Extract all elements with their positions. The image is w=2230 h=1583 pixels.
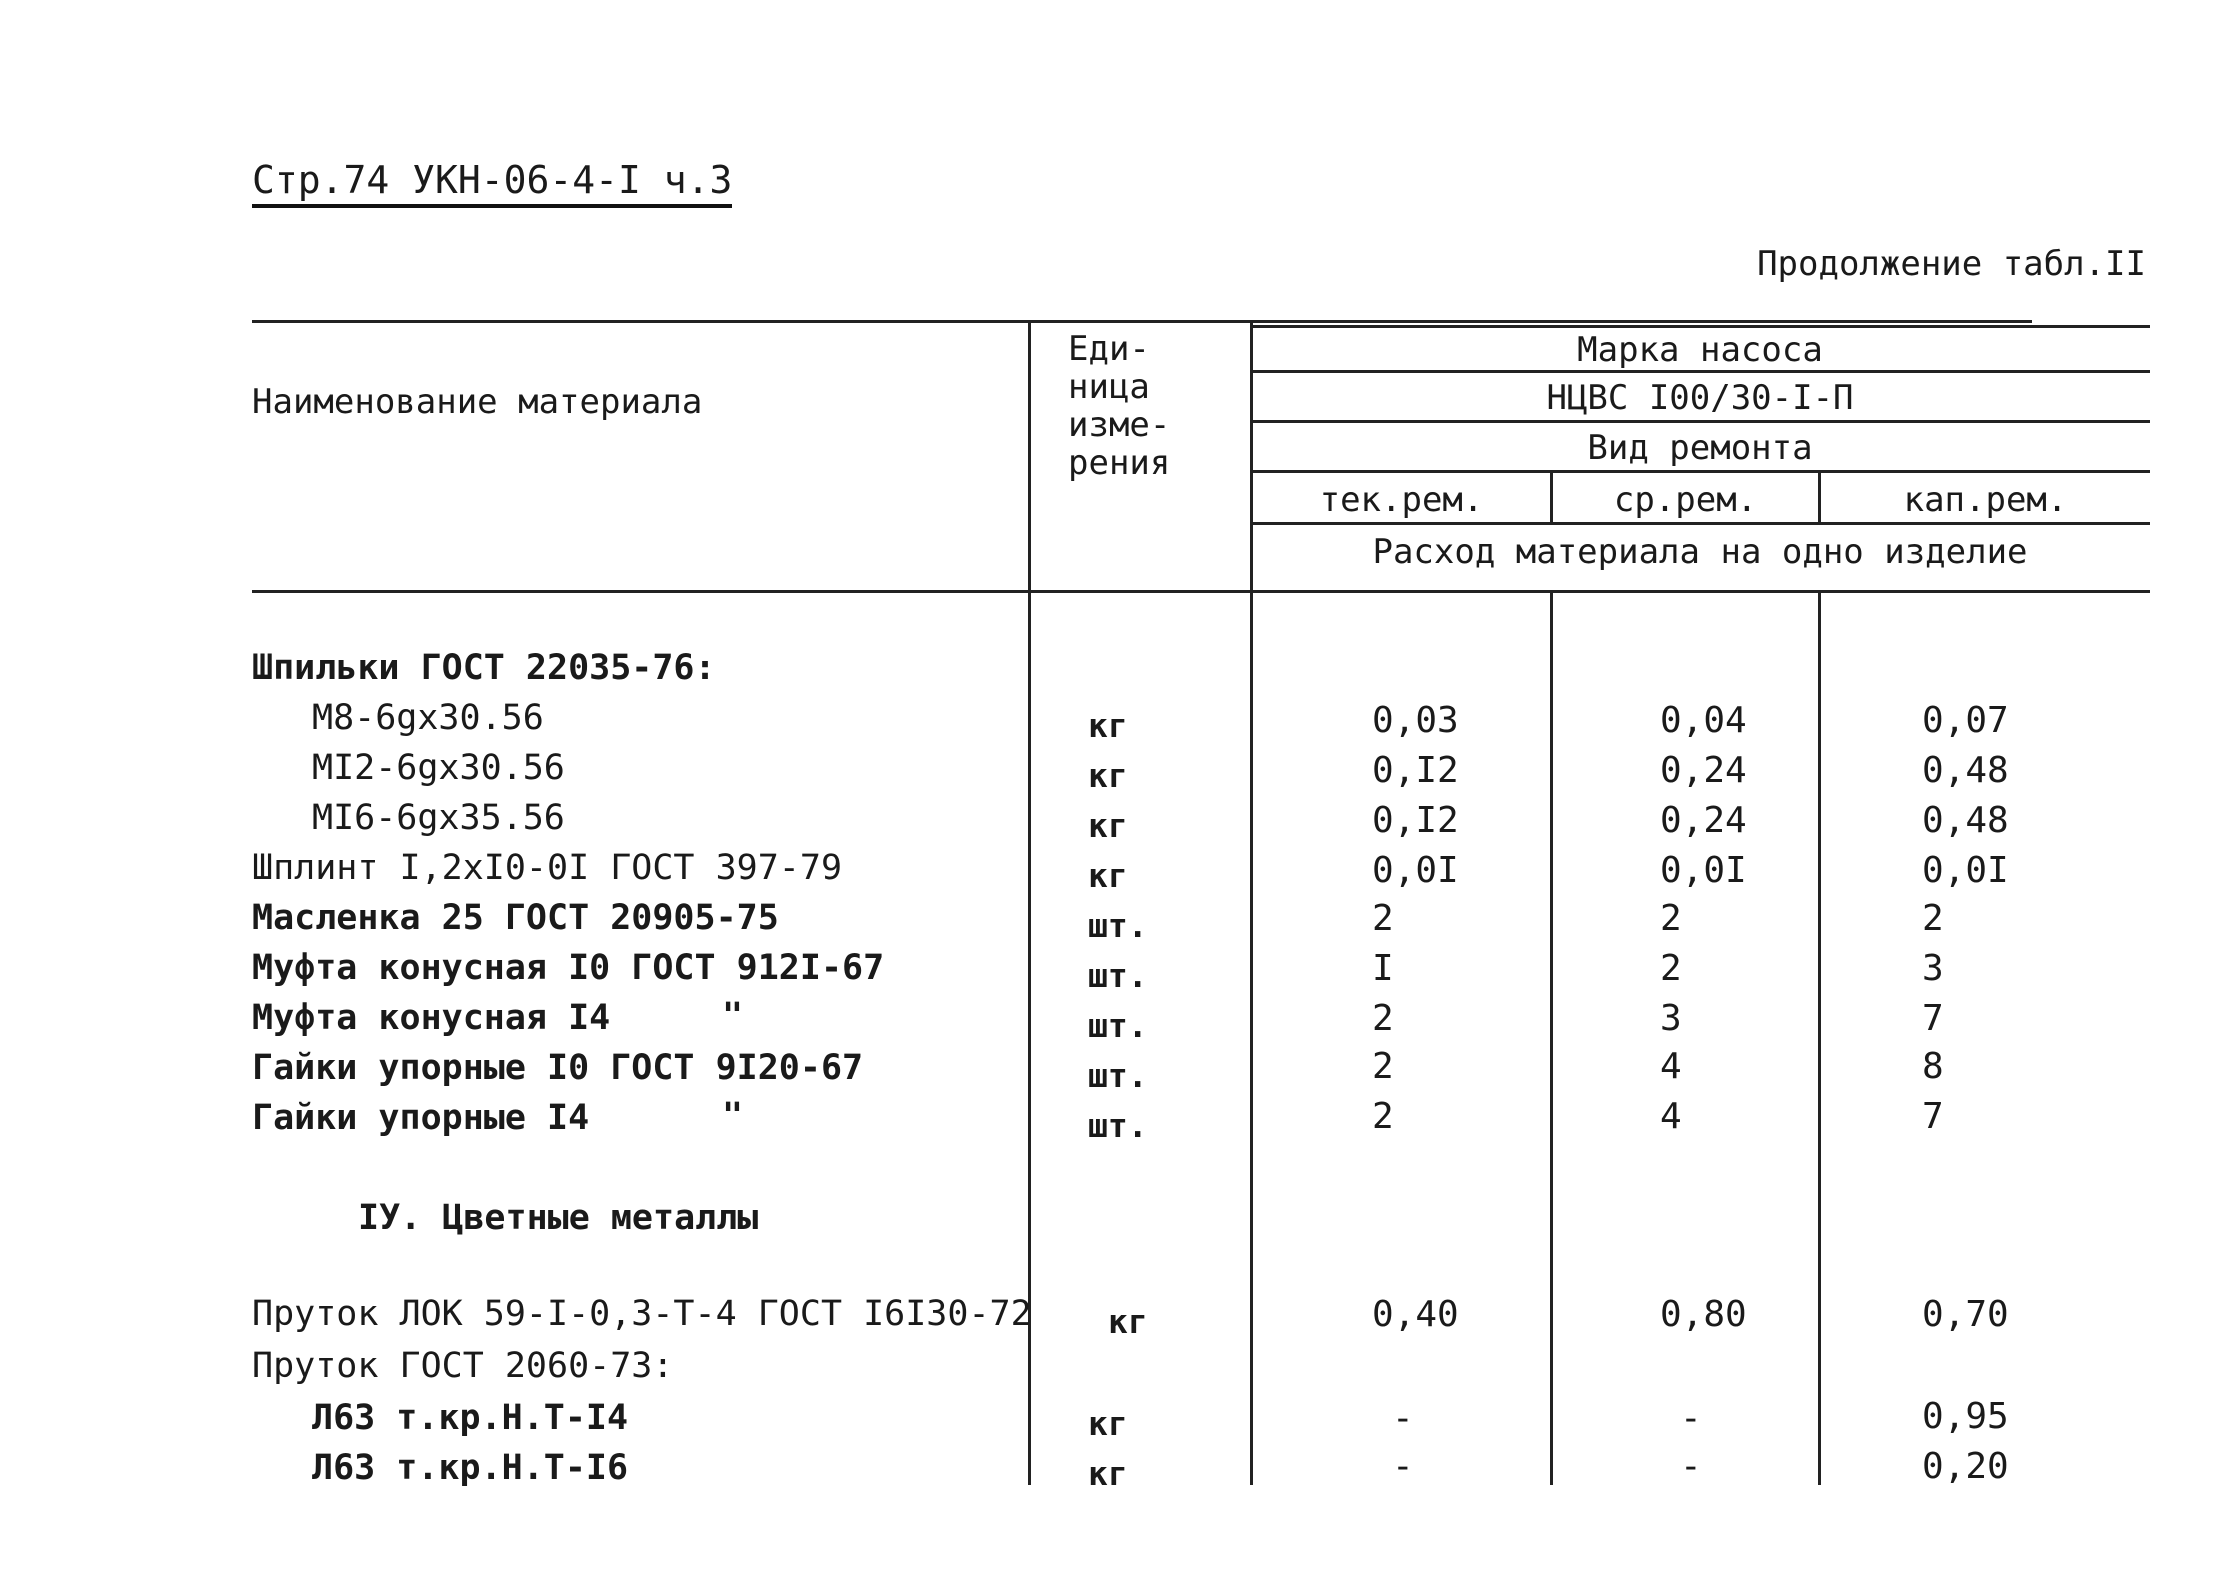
row-stud-m8-kap: 0,07 <box>1922 700 2009 741</box>
header-pump-brand: НЦВС I00/30-I-П <box>1546 378 1854 418</box>
row-stud-m12-kap: 0,48 <box>1922 750 2009 791</box>
header-rule-repair <box>1250 420 2150 423</box>
row-nut-10-name: Гайки упорные I0 ГОСТ 9I20-67 <box>252 1048 864 1088</box>
header-unit-line-4: рения <box>1068 443 1171 483</box>
row-nut-14-unit: шт. <box>1088 1106 1148 1145</box>
row-oiler-kap: 2 <box>1922 898 1944 939</box>
row-nut-14-kap: 7 <box>1922 1096 1944 1137</box>
row-stud-m12-tek: 0,I2 <box>1372 750 1459 791</box>
row-oiler-tek: 2 <box>1372 898 1394 939</box>
row-stud-m8-name: М8-6gх30.56 <box>312 698 544 738</box>
row-stud-m16-tek: 0,I2 <box>1372 800 1459 841</box>
row-studs-heading: Шпильки ГОСТ 22035-76: <box>252 648 716 688</box>
row-nut-10-sr: 4 <box>1660 1046 1682 1087</box>
row-coupling-14-unit: шт. <box>1088 1006 1148 1045</box>
row-rod-gost-heading: Пруток ГОСТ 2060-73: <box>252 1346 674 1386</box>
row-l63-14-kap: 0,95 <box>1922 1396 2009 1437</box>
row-oiler-unit: шт. <box>1088 906 1148 945</box>
row-l63-16-unit: кг <box>1088 1454 1128 1493</box>
row-stud-m8-sr: 0,04 <box>1660 700 1747 741</box>
table-continuation-label: Продолжение табл.II <box>1757 244 2146 284</box>
row-nut-14-name: Гайки упорные I4 <box>252 1098 590 1138</box>
header-rule-pump <box>1250 370 2150 373</box>
row-stud-m12-name: МI2-6gх30.56 <box>312 748 565 788</box>
row-cotter-pin-unit: кг <box>1088 856 1128 895</box>
row-nut-10-kap: 8 <box>1922 1046 1944 1087</box>
column-divider-tek-sr <box>1550 590 1553 1485</box>
row-l63-14-name: Л63 т.кр.Н.Т-I4 <box>312 1398 629 1438</box>
row-coupling-14-name: Муфта конусная I4 <box>252 998 611 1038</box>
row-rod-lok-tek: 0,40 <box>1372 1294 1459 1335</box>
table-top-rule-left <box>252 320 2032 323</box>
row-l63-16-name: Л63 т.кр.Н.Т-I6 <box>312 1448 629 1488</box>
header-rule-consumption <box>1250 522 2150 525</box>
page-reference: Стр.74 УКН-06-4-I ч.3 <box>252 158 732 208</box>
table-top-rule-right <box>1250 325 2150 328</box>
header-rule-types <box>1250 470 2150 473</box>
row-nut-14-tek: 2 <box>1372 1096 1394 1137</box>
header-repair-medium: ср.рем. <box>1613 480 1758 520</box>
row-stud-m16-unit: кг <box>1088 806 1128 845</box>
row-l63-14-unit: кг <box>1088 1404 1128 1443</box>
row-cotter-pin-tek: 0,0I <box>1372 850 1459 891</box>
row-nut-10-tek: 2 <box>1372 1046 1394 1087</box>
row-cotter-pin-sr: 0,0I <box>1660 850 1747 891</box>
column-divider-sr-kap <box>1818 590 1821 1485</box>
row-coupling-14-tek: 2 <box>1372 998 1394 1039</box>
row-coupling-10-tek: I <box>1372 948 1394 989</box>
row-coupling-10-sr: 2 <box>1660 948 1682 989</box>
row-cotter-pin-name: Шплинт I,2хI0-0I ГОСТ 397-79 <box>252 848 843 888</box>
header-consumption-label: Расход материала на одно изделие <box>1372 532 2028 572</box>
row-coupling-14-sr: 3 <box>1660 998 1682 1039</box>
row-stud-m8-tek: 0,03 <box>1372 700 1459 741</box>
header-repair-capital: кап.рем. <box>1903 480 2068 520</box>
header-unit-line-1: Еди- <box>1068 329 1150 369</box>
row-rod-lok-name: Пруток ЛОК 59-I-0,3-Т-4 ГОСТ I6I30-72 <box>252 1294 1032 1334</box>
header-repair-type-label: Вид ремонта <box>1587 428 1813 468</box>
row-l63-16-tek: - <box>1392 1446 1414 1487</box>
row-l63-14-tek: - <box>1392 1398 1414 1439</box>
row-nut-14-sr: 4 <box>1660 1096 1682 1137</box>
header-repair-current: тек.рем. <box>1319 480 1484 520</box>
row-stud-m12-unit: кг <box>1088 756 1128 795</box>
row-l63-14-sr: - <box>1680 1398 1702 1439</box>
row-coupling-10-kap: 3 <box>1922 948 1944 989</box>
row-coupling-14-kap: 7 <box>1922 998 1944 1039</box>
row-stud-m16-sr: 0,24 <box>1660 800 1747 841</box>
header-unit <box>1068 330 1170 482</box>
header-material-name: Наименование материала <box>252 382 703 422</box>
row-cotter-pin-kap: 0,0I <box>1922 850 2009 891</box>
row-l63-16-sr: - <box>1680 1446 1702 1487</box>
row-stud-m8-unit: кг <box>1088 706 1128 745</box>
row-coupling-14-ditto: " <box>722 996 744 1036</box>
row-nut-10-unit: шт. <box>1088 1056 1148 1095</box>
row-nut-14-ditto: " <box>722 1096 744 1136</box>
row-stud-m16-name: МI6-6gх35.56 <box>312 798 565 838</box>
row-rod-lok-unit: кг <box>1108 1302 1148 1341</box>
header-pump-brand-label: Марка насоса <box>1577 330 1823 370</box>
row-stud-m12-sr: 0,24 <box>1660 750 1747 791</box>
header-unit-line-3: изме- <box>1068 405 1171 445</box>
section-title-nonferrous-metals: IУ. Цветные металлы <box>358 1198 759 1238</box>
row-coupling-10-name: Муфта конусная I0 ГОСТ 912I-67 <box>252 948 885 988</box>
row-l63-16-kap: 0,20 <box>1922 1446 2009 1487</box>
row-coupling-10-unit: шт. <box>1088 956 1148 995</box>
row-oiler-name: Масленка 25 ГОСТ 20905-75 <box>252 898 779 938</box>
row-rod-lok-kap: 0,70 <box>1922 1294 2009 1335</box>
row-oiler-sr: 2 <box>1660 898 1682 939</box>
row-stud-m16-kap: 0,48 <box>1922 800 2009 841</box>
header-unit-line-2: ница <box>1068 367 1150 407</box>
row-rod-lok-sr: 0,80 <box>1660 1294 1747 1335</box>
header-bottom-rule <box>252 590 2150 593</box>
